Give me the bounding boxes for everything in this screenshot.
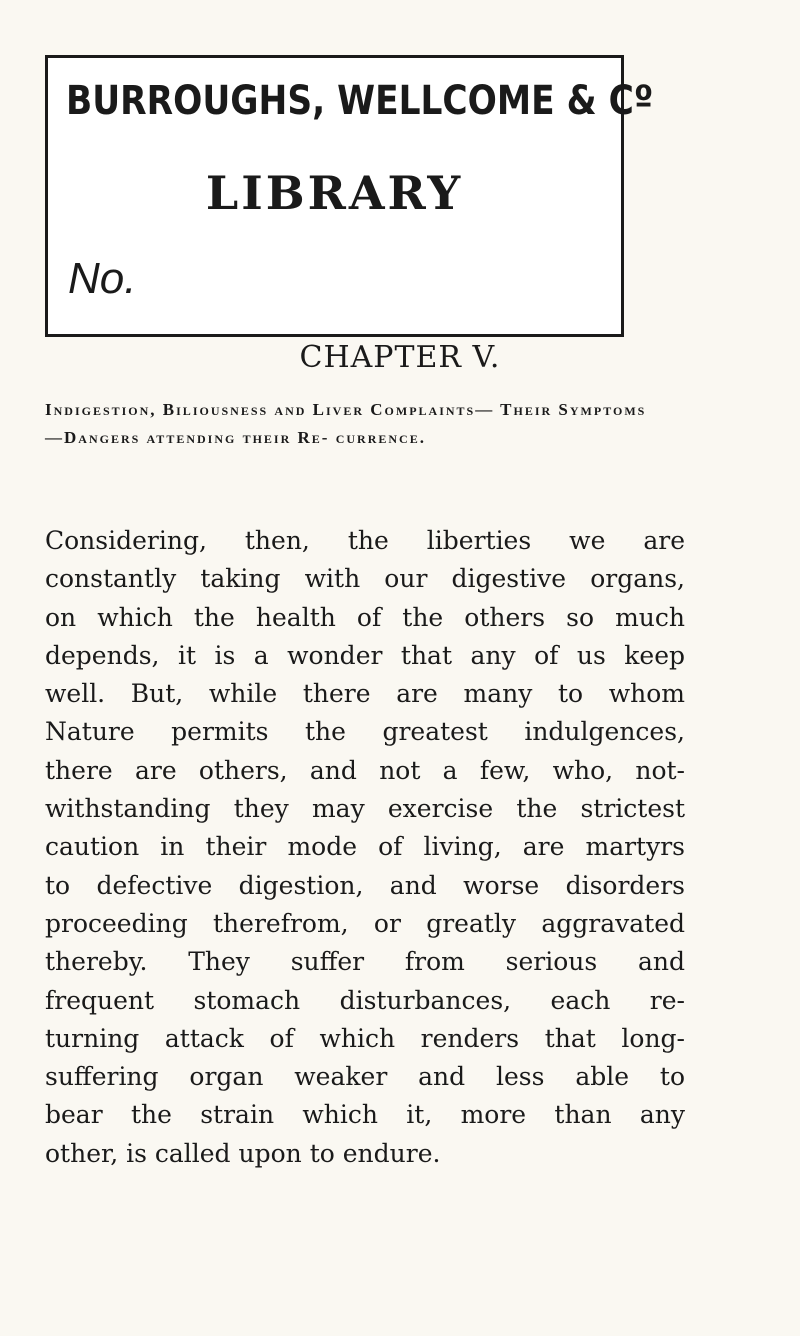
stamp-library-label: LIBRARY	[205, 166, 464, 220]
text-line: Nature permits the greatest indulgences,	[45, 717, 685, 747]
text-line: on which the health of the others so much	[45, 602, 685, 632]
text-line: Considering, then, the liberties we are	[45, 526, 685, 555]
chapter-heading: CHAPTER V.	[299, 340, 501, 375]
body-paragraph	[45, 522, 685, 1173]
text-line: suffering organ weaker and less able to	[45, 1062, 685, 1092]
text-line: to defective digestion, and worse disorders	[45, 870, 685, 900]
text-line: constantly taking with our digestive organs,	[45, 564, 685, 594]
text-line: other, is called upon to endure.	[45, 1138, 441, 1168]
text-line: there are others, and not a few, who, not-	[45, 755, 685, 785]
chapter-summary: Indigestion, Biliousness and Liver Complaints— Their Symptoms—Dangers attending their Re- currence.	[45, 400, 647, 447]
text-line: withstanding they may exercise the strictest	[45, 794, 685, 824]
text-line: depends, it is a wonder that any of us keep	[45, 640, 685, 670]
text-line: turning attack of which renders that long-	[45, 1023, 685, 1053]
text-line: frequent stomach disturbances, each re-	[45, 985, 685, 1015]
library-stamp	[45, 55, 654, 337]
text-line: proceeding therefrom, or greatly aggravated	[45, 908, 685, 938]
text-line: thereby. They suffer from serious and	[45, 947, 685, 977]
stamp-publisher-name: BURROUGHS, WELLCOME & Cº	[66, 78, 654, 124]
text-line: well. But, while there are many to whom	[45, 679, 685, 709]
text-line: caution in their mode of living, are martyrs	[45, 832, 685, 862]
stamp-number-label: No.	[68, 254, 137, 303]
text-line: bear the strain which it, more than any	[45, 1100, 685, 1130]
